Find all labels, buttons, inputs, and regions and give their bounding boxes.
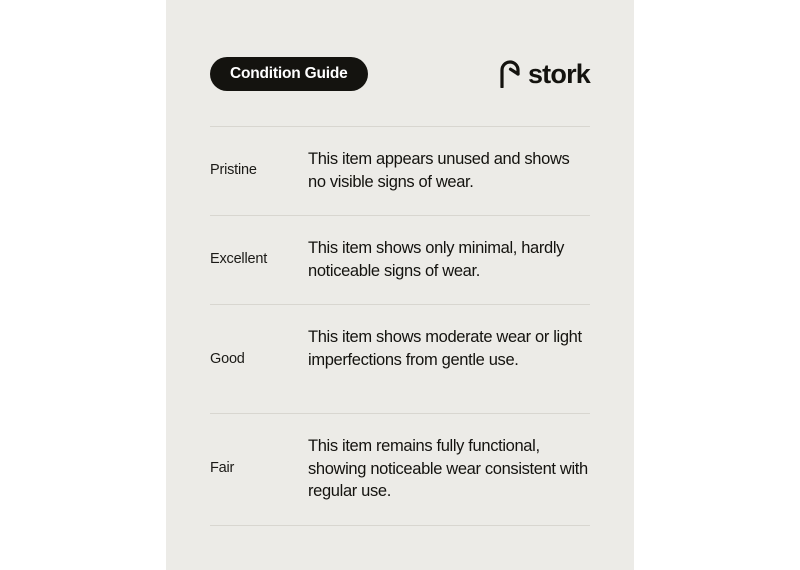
condition-description: This item appears unused and shows no visible signs of wear.	[308, 150, 570, 191]
brand-name: stork	[527, 58, 590, 89]
card-header	[210, 56, 590, 92]
condition-label: Fair	[210, 460, 235, 476]
brand-lockup	[499, 60, 590, 88]
condition-description: This item shows moderate wear or light imperfections from gentle use.	[308, 328, 582, 369]
stork-logo-icon	[499, 60, 521, 88]
condition-guide-card	[166, 0, 634, 570]
condition-label: Good	[210, 351, 245, 367]
table-row	[210, 126, 590, 215]
condition-description: This item shows only minimal, hardly noticeable signs of wear.	[308, 239, 565, 280]
condition-table	[210, 126, 590, 526]
table-row	[210, 413, 590, 526]
condition-guide-badge: Condition Guide	[210, 57, 368, 92]
table-row	[210, 215, 590, 304]
table-row	[210, 304, 590, 413]
condition-label: Excellent	[210, 251, 268, 267]
condition-description: This item remains fully functional, showing noticeable wear consistent with regular use.	[308, 437, 588, 500]
condition-label: Pristine	[210, 162, 257, 178]
